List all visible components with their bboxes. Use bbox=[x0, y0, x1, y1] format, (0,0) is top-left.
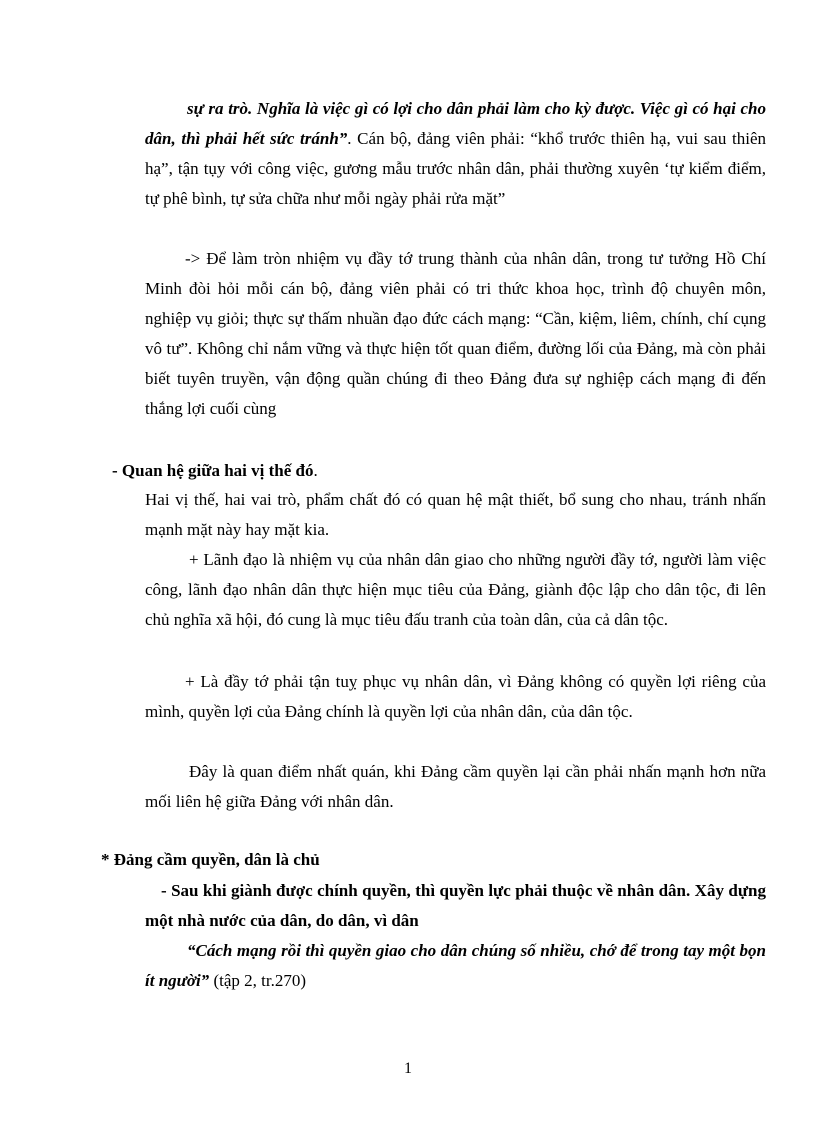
paragraph-consistent bbox=[145, 757, 766, 817]
paragraph-roles bbox=[145, 485, 766, 545]
paragraph-leadership-text: + Lãnh đạo là nhiệm vụ của nhân dân giao cho những người đầy tớ, người làm việc công, lãnh đạo nhân dân thực hiện mục tiêu của Đảng, giành độc lập cho dân tộc, đi lên chủ nghĩa xã hội, đó cung là mục tiêu đấu tranh của toàn dân, của cả dân tộc. bbox=[145, 550, 766, 629]
quotation-text bbox=[145, 936, 766, 996]
quotation bbox=[145, 936, 766, 996]
quotation-source: (tập 2, tr.270) bbox=[209, 971, 306, 990]
heading-relationship-text: - Quan hệ giữa hai vị thế đó bbox=[112, 461, 314, 480]
paragraph-duties-text bbox=[145, 94, 766, 214]
paragraph-consistent-text: Đây là quan điểm nhất quán, khi Đảng cầm quyền lại cần phải nhấn mạnh hơn nữa mối liên hệ giữa Đảng với nhân dân. bbox=[145, 762, 766, 811]
quotation-body: “Cách mạng rồi thì quyền giao cho dân chúng số nhiều, chớ để trong tay một bọn ít người” bbox=[145, 941, 766, 990]
paragraph-leadership bbox=[145, 545, 766, 635]
emphasis-quote: sự ra trò. Nghĩa là việc gì có lợi cho dân phải làm cho kỳ được. Việc gì có hại cho dân, thì phải hết sức tránh” bbox=[145, 99, 766, 148]
heading-relationship-dot: . bbox=[313, 461, 318, 480]
paragraph-power bbox=[145, 876, 766, 936]
heading-ruling-party: * Đảng cầm quyền, dân là chủ bbox=[101, 850, 320, 869]
paragraph-servant-text: + Là đầy tớ phải tận tuỵ phục vụ nhân dân, vì Đảng không có quyền lợi riêng của mình, quyền lợi của Đảng chính là quyền lợi của nhân dân, của dân tộc. bbox=[145, 672, 766, 721]
paragraph-duties-rest: . Cán bộ, đảng viên phải: “khổ trước thiên hạ, vui sau thiên hạ”, tận tụy với công việc, gương mẫu trước nhân dân, phải thường xuyên ‘tự kiểm điểm, tự phê bình, tự sửa chữa như mỗi ngày phải rửa mặt” bbox=[145, 129, 766, 208]
paragraph-conclusion bbox=[145, 244, 766, 424]
paragraph-servant bbox=[145, 667, 766, 727]
paragraph-roles-text: Hai vị thế, hai vai trò, phẩm chất đó có quan hệ mật thiết, bổ sung cho nhau, tránh nhấn mạnh mặt này hay mặt kia. bbox=[145, 490, 766, 539]
heading-relationship bbox=[112, 456, 318, 486]
paragraph-power-text: - Sau khi giành được chính quyền, thì quyền lực phải thuộc về nhân dân. Xây dựng một nhà nước của dân, do dân, vì dân bbox=[145, 881, 766, 930]
paragraph-conclusion-text: -> Để làm tròn nhiệm vụ đầy tớ trung thành của nhân dân, trong tư tưởng Hồ Chí Minh đòi hỏi mỗi cán bộ, đảng viên phải có tri thức khoa học, trình độ chuyên môn, nghiệp vụ giỏi; thực sự thấm nhuần đạo đức cách mạng: “Cần, kiệm, liêm, chính, chí cụng vô tư”. Không chỉ nắm vững và thực hiện tốt quan điểm, đường lối của Đảng, mà còn phải biết tuyên truyền, vận động quần chúng đi theo Đảng đưa sự nghiệp cách mạng đi đến thắng lợi cuối cùng bbox=[145, 249, 766, 418]
paragraph-duties bbox=[145, 94, 766, 214]
page-number: 1 bbox=[404, 1060, 412, 1077]
